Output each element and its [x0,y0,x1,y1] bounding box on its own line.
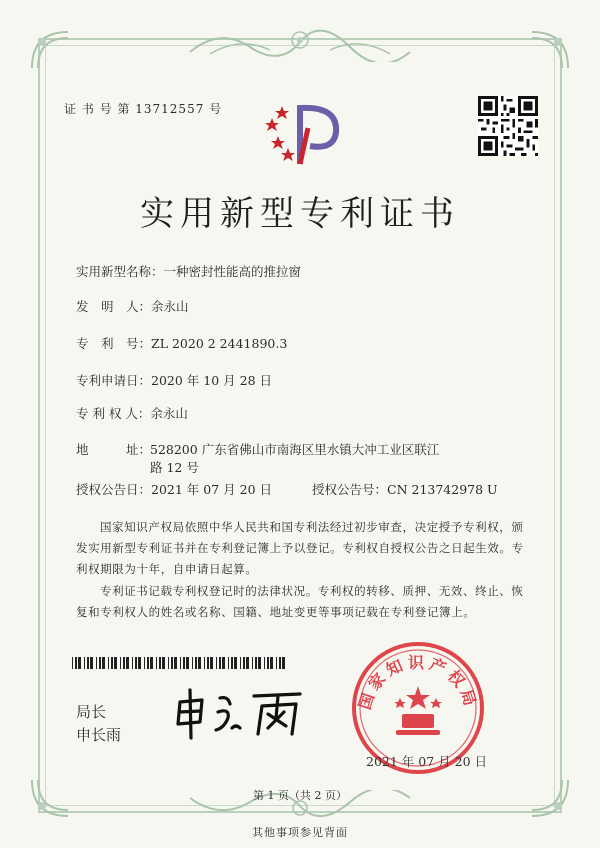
field-grant-number [312,481,498,499]
corner-ornament-top-right [526,28,572,74]
seal-text: 国家知识产权局 [355,653,481,712]
field-inventor [76,298,189,316]
top-ornament [180,22,420,62]
grant-statement-paragraph: 国家知识产权局依照中华人民共和国专利法经过初步审查，决定授予专利权，颁发实用新型专利证书并在专利登记簿上予以登记。专利权自授权公告之日起生效。专利权期限为十年，自申请日起算。 [76,520,524,576]
field-value: 余永山 [150,406,188,421]
director-title: 局长 [76,703,107,721]
field-value: 2021 年 07 月 20 日 [151,482,273,497]
certificate-number: 证 书 号 第 13712557 号 [64,102,223,116]
field-label: 发 明 人： [76,299,152,314]
director-name: 申长雨 [76,726,122,744]
seal-date: 2021 年 07 月 20 日 [366,754,487,769]
field-label: 授权公告日： [76,482,152,497]
field-address-label [76,441,151,459]
certificate-title: 实用新型专利证书 [140,194,460,234]
barcode [72,657,290,669]
field-value: 余永山 [151,299,189,314]
qr-code [478,96,538,156]
director-signature [170,684,310,744]
legal-status-paragraph: 专利证书记载专利权登记时的法律状况。专利权的转移、质押、无效、终止、恢复和专利权人的姓名或名称、国籍、地址变更等事项记载在专利登记簿上。 [76,584,524,619]
field-patentee [76,405,188,423]
field-label: 授权公告号： [312,482,388,497]
field-value: CN 213742978 U [387,482,498,497]
field-utility-model-name [76,263,301,281]
patent-office-logo [258,98,348,168]
field-address-value: 528200 广东省佛山市南海区里水镇大冲工业区联江路 12 号 [150,442,440,475]
field-patent-number [76,335,287,353]
field-label: 地 址： [76,442,152,457]
field-label: 专利申请日： [76,373,152,388]
field-value: 2020 年 10 月 28 日 [151,373,273,388]
field-grant-date [76,481,272,499]
field-label: 专 利 号： [76,336,152,351]
field-value: 一种密封性能高的推拉窗 [163,264,302,279]
corner-ornament-top-left [28,28,74,74]
field-label: 专 利 权 人： [76,406,151,421]
field-label: 实用新型名称： [76,264,164,279]
page-number: 第 1 页（共 2 页） [253,789,347,802]
field-value: ZL 2020 2 2441890.3 [151,336,288,351]
field-filing-date [76,372,272,390]
footer-note: 其他事项参见背面 [252,826,348,839]
